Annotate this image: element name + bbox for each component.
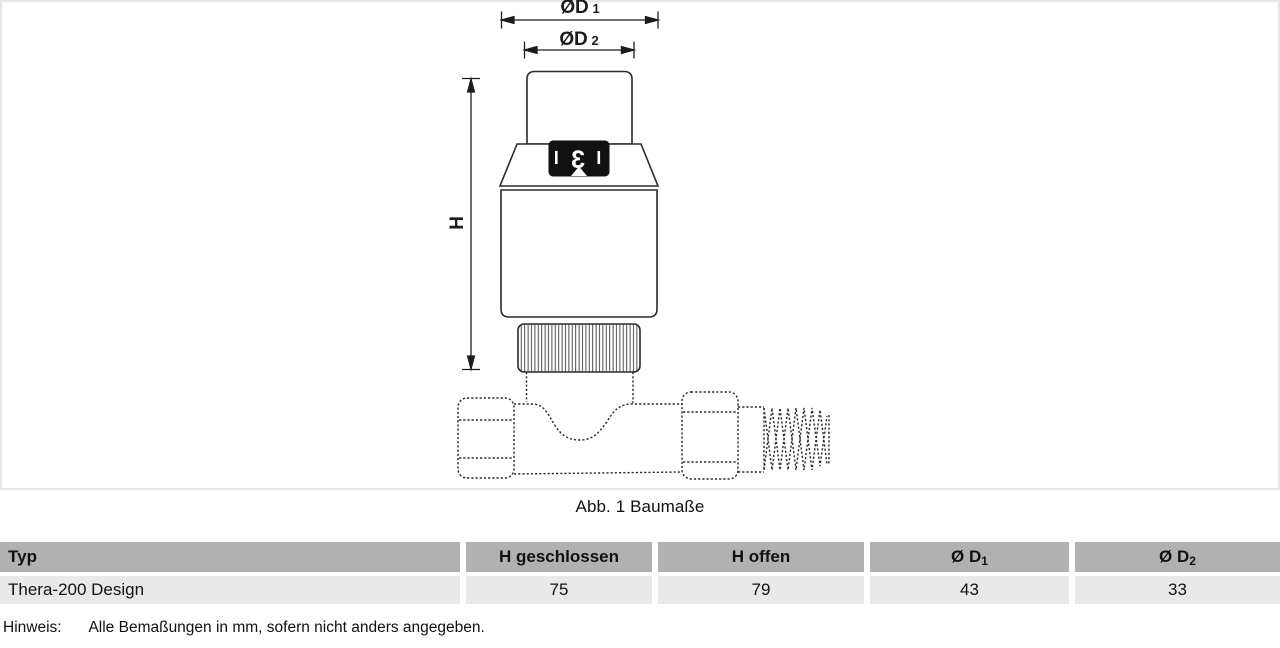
- body-top-edge: [514, 404, 682, 440]
- column-header-typ: Typ: [0, 542, 460, 572]
- d2-dimension-label: ØD 2: [559, 29, 599, 50]
- right-union-nut: [682, 392, 738, 479]
- cell-h-geschlossen: 75: [466, 576, 652, 604]
- table-row: [0, 576, 1280, 604]
- dimensions-table: [0, 542, 1280, 604]
- dial-window: [549, 141, 609, 176]
- figure-caption: Abb. 1 Baumaße: [575, 497, 705, 516]
- column-header-d2: Ø $D_2$: [1075, 542, 1280, 572]
- d1-dimension-label: ØD 1: [560, 0, 600, 18]
- head-cap: [527, 72, 632, 145]
- footnote: [3, 619, 485, 637]
- column-header-d1: Ø $D_1$: [870, 542, 1069, 572]
- column-header-h-geschlossen: H geschlossen: [466, 542, 652, 572]
- footnote-label: Hinweis:: [3, 619, 62, 636]
- dial-value: 3: [571, 146, 585, 174]
- knurled-ring: [518, 324, 640, 372]
- h-dimension-label: H: [447, 216, 468, 230]
- table-header-row: [0, 542, 1280, 572]
- cell-d2: 33: [1075, 576, 1280, 604]
- cell-d1: 43: [870, 576, 1069, 604]
- valve-body: [458, 372, 829, 479]
- footnote-text: Alle Bemaßungen in mm, sofern nicht anders angegeben.: [88, 619, 485, 636]
- head-body: [501, 190, 657, 317]
- body-bottom-edge: [514, 472, 682, 474]
- left-union-nut: [458, 398, 514, 478]
- thermostat-head: [500, 72, 658, 373]
- cell-h-offen: 79: [658, 576, 864, 604]
- cell-typ: Thera-200 Design: [0, 576, 460, 604]
- column-header-h-offen: H offen: [658, 542, 864, 572]
